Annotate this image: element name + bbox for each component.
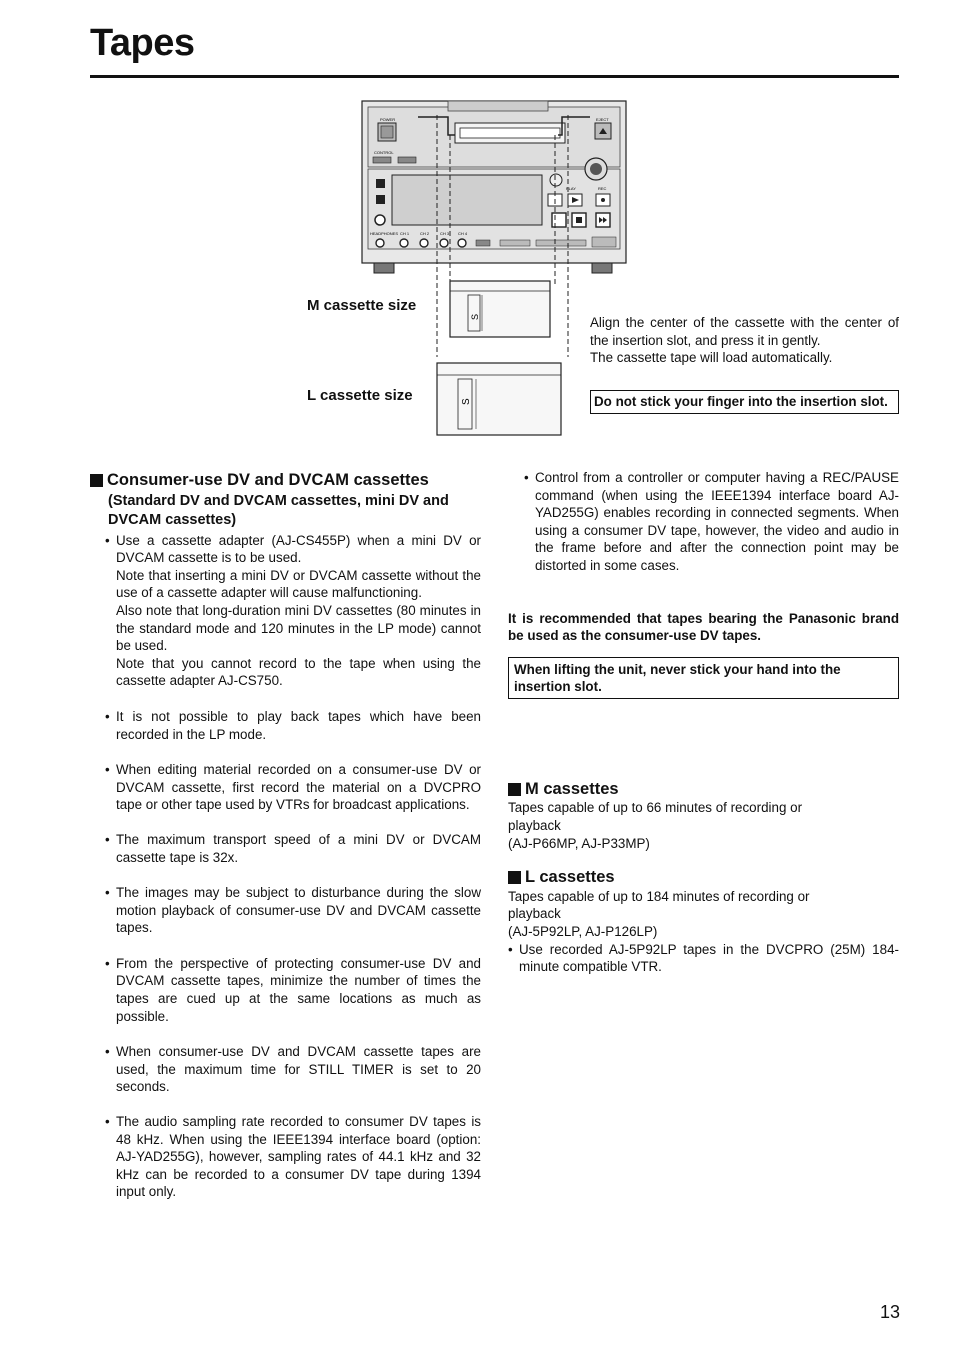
l-cassettes-heading-text: L cassettes bbox=[525, 868, 615, 887]
label-control: CONTROL bbox=[374, 150, 394, 155]
list-item: • From the perspective of protecting consumer-use DV and DVCAM cassette tapes, minimize the number of times the tapes are cued up at the same locations as much as possible. bbox=[105, 955, 481, 1025]
label-ch1: CH 1 bbox=[400, 231, 410, 236]
label-ch2: CH 2 bbox=[420, 231, 430, 236]
label-play: PLAY bbox=[566, 186, 576, 191]
label-headphones: HEADPHONES bbox=[370, 231, 399, 236]
lifting-warning-box: When lifting the unit, never stick your hand into the insertion slot. bbox=[508, 657, 899, 699]
list-item bbox=[105, 532, 481, 690]
item-note: Note that you cannot record to the tape when using the cassette adapter AJ-CS750. bbox=[116, 655, 481, 689]
list-item: • Control from a controller or computer having a REC/PAUSE command (when using the IEEE1394 interface board AJ-YAD255G) enables recording in connected segments. When using a consumer DV tape, however, the video and audio in the frame before and after the connection point may be distorted in some cases. bbox=[524, 469, 899, 575]
m-cassettes-text bbox=[508, 799, 838, 852]
svg-text:S: S bbox=[461, 398, 472, 405]
l-cassettes-list bbox=[508, 941, 899, 976]
label-ch3: CH 3 bbox=[440, 231, 450, 236]
consumer-dv-heading bbox=[90, 472, 481, 490]
left-column bbox=[90, 472, 481, 1201]
heading-square-icon bbox=[508, 871, 521, 884]
insertion-instruction bbox=[590, 314, 899, 367]
heading-square-icon bbox=[90, 474, 103, 487]
list-item: • When editing material recorded on a consumer-use DV or DVCAM cassette, first record the material on a DVCPRO tape or other tape used by VTRs for broadcast applications. bbox=[105, 761, 481, 814]
svg-text:S: S bbox=[470, 313, 480, 320]
label-ch4: CH 4 bbox=[458, 231, 468, 236]
instruction-line-2: The cassette tape will load automatically. bbox=[590, 350, 833, 366]
l-cassette-size-label: L cassette size bbox=[307, 387, 413, 404]
item-note: Note that inserting a mini DV or DVCAM cassette without the use of a cassette adapter will cause malfunctioning. bbox=[116, 567, 481, 601]
page-number: 13 bbox=[880, 1302, 901, 1322]
list-item: • It is not possible to play back tapes which have been recorded in the LP mode. bbox=[105, 708, 481, 743]
list-item: • The maximum transport speed of a mini DV or DVCAM cassette tape is 32x. bbox=[105, 831, 481, 866]
consumer-dv-subheading: (Standard DV and DVCAM cassettes, mini DV and DVCAM cassettes) bbox=[108, 492, 449, 528]
finger-warning-box: Do not stick your finger into the insertion slot. bbox=[590, 390, 899, 414]
instruction-line-1: Align the center of the cassette with the center of the insertion slot, and press it in gently. bbox=[590, 315, 899, 348]
list-item: • Use recorded AJ-5P92LP tapes in the DVCPRO (25M) 184-minute compatible VTR. bbox=[508, 941, 899, 976]
heading-square-icon bbox=[508, 783, 521, 796]
m-cassettes-heading-text: M cassettes bbox=[525, 779, 619, 798]
list-item: • The images may be subject to disturbance during the slow motion playback of consumer-use DV and DVCAM cassette tapes. bbox=[105, 884, 481, 937]
control-list bbox=[508, 469, 899, 575]
m-cassette-drawing bbox=[450, 281, 550, 337]
cassette-insertion-figure bbox=[300, 95, 900, 445]
m-cassette-size-label: M cassette size bbox=[307, 297, 417, 314]
panasonic-recommendation: It is recommended that tapes bearing the Panasonic brand be used as the consumer-use DV tapes. bbox=[508, 610, 899, 644]
l-line: (AJ-5P92LP, AJ-P126LP) bbox=[508, 923, 658, 939]
l-cassettes-text bbox=[508, 888, 848, 941]
m-line: (AJ-P66MP, AJ-P33MP) bbox=[508, 835, 650, 851]
m-line: Tapes capable of up to 66 minutes of recording or playback bbox=[508, 800, 803, 833]
right-column bbox=[508, 469, 899, 976]
l-line: Tapes capable of up to 184 minutes of recording or playback bbox=[508, 888, 810, 922]
list-item: • When consumer-use DV and DVCAM cassette tapes are used, the maximum time for STILL TIMER is set to 20 seconds. bbox=[105, 1043, 481, 1096]
label-eject: EJECT bbox=[596, 117, 609, 122]
consumer-dv-list bbox=[90, 532, 481, 1201]
label-rec: REC bbox=[598, 186, 607, 191]
item-text: • Use a cassette adapter (AJ-CS455P) when a mini DV or DVCAM cassette is to be used. bbox=[116, 532, 481, 566]
page-title: Tapes bbox=[90, 22, 195, 64]
m-cassettes-heading bbox=[508, 781, 899, 799]
consumer-dv-heading-text: Consumer-use DV and DVCAM cassettes bbox=[107, 471, 429, 489]
list-item: • The audio sampling rate recorded to consumer DV tapes is 48 kHz. When using the IEEE1394 interface board (option: AJ-YAD255G), however, sampling rates of 44.1 kHz and 32 kHz can be recorded to a consumer DV tape during 1394 input only. bbox=[105, 1113, 481, 1201]
l-cassettes-heading bbox=[508, 869, 899, 887]
title-rule bbox=[90, 75, 899, 78]
label-power: POWER bbox=[380, 117, 396, 122]
item-note: Also note that long-duration mini DV cassettes (80 minutes in the standard mode and 120 minutes in the LP mode) cannot be used. bbox=[116, 602, 481, 654]
l-cassette-drawing bbox=[437, 363, 561, 435]
